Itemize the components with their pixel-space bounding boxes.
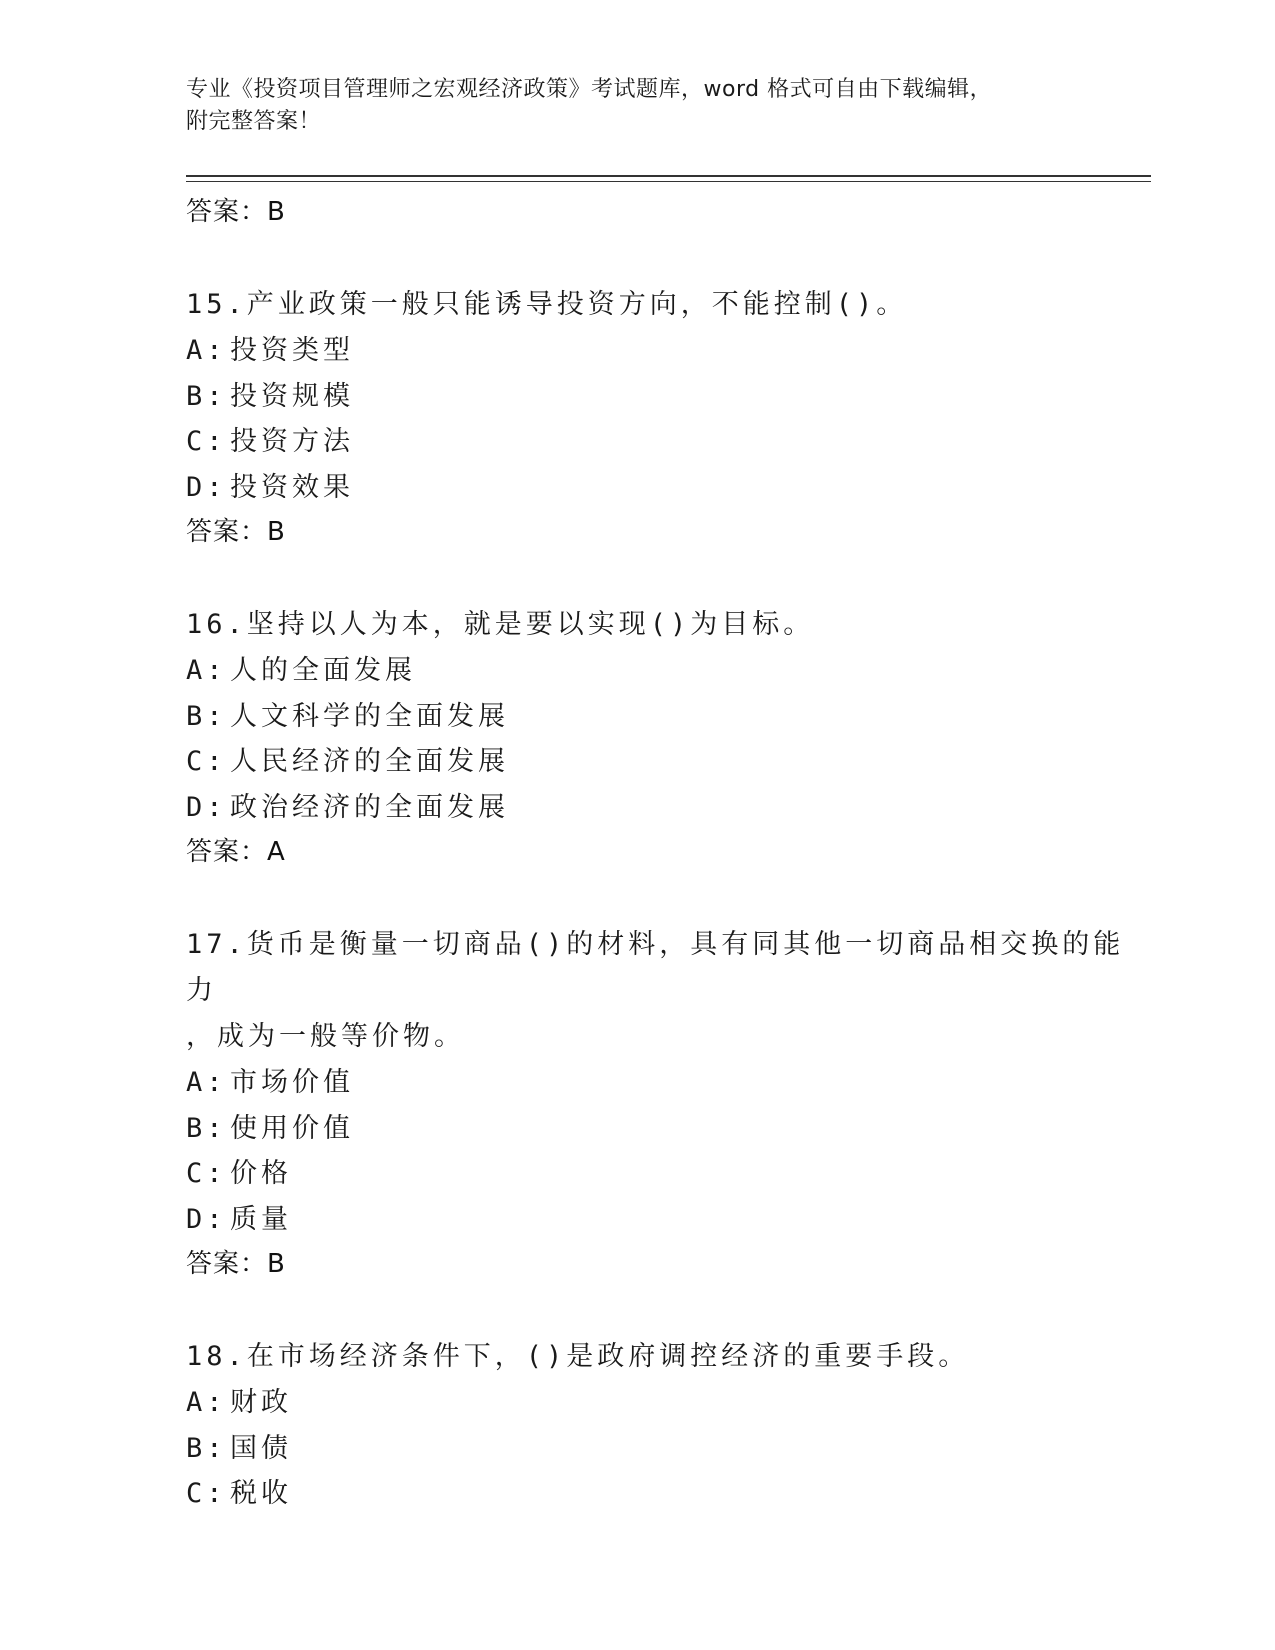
option-letter: C:	[186, 1158, 227, 1189]
option-row	[186, 419, 1151, 465]
question-block	[186, 282, 1151, 602]
option-letter: D:	[186, 471, 227, 503]
question-text: 15.产业政策一般只能诱导投资方向，不能控制()。	[186, 289, 908, 320]
questions-container	[186, 282, 1151, 1517]
option-text: 投资规模	[230, 380, 354, 412]
option-row	[186, 1060, 1151, 1106]
header-line-2: 附完整答案！	[186, 109, 322, 134]
question-text: 16.坚持以人为本，就是要以实现()为目标。	[186, 609, 815, 640]
option-text: 市场价值	[230, 1067, 354, 1098]
option-text: 投资方法	[230, 426, 354, 457]
spacer	[186, 554, 1151, 602]
option-letter: B:	[186, 1432, 227, 1464]
answer-line: 答案：B	[186, 1249, 286, 1279]
option-text: 政治经济的全面发展	[230, 791, 509, 823]
option-text: 使用价值	[230, 1112, 354, 1144]
spacer	[186, 234, 1151, 282]
option-row	[186, 465, 1151, 511]
option-row	[186, 739, 1151, 785]
option-row	[186, 694, 1151, 740]
option-row	[186, 1426, 1151, 1472]
question-block	[186, 602, 1151, 922]
answer-line: 答案：A	[186, 837, 286, 867]
option-row	[186, 648, 1151, 694]
question-text-continuation: ，成为一般等价物。	[186, 1021, 465, 1052]
option-text: 国债	[230, 1432, 292, 1464]
option-row	[186, 1151, 1151, 1197]
question-list	[186, 190, 1151, 1517]
question-block	[186, 1334, 1151, 1517]
option-text: 投资类型	[230, 335, 354, 366]
option-text: 价格	[230, 1158, 292, 1189]
option-letter: B:	[186, 380, 227, 412]
option-letter: C:	[186, 1478, 227, 1509]
header-divider-thin	[186, 181, 1151, 182]
option-letter: A:	[186, 335, 227, 366]
option-row	[186, 785, 1151, 831]
option-text: 税收	[230, 1478, 292, 1509]
option-text: 人民经济的全面发展	[230, 746, 509, 777]
question-text: 18.在市场经济条件下，()是政府调控经济的重要手段。	[186, 1341, 970, 1372]
spacer	[186, 874, 1151, 922]
option-row	[186, 374, 1151, 420]
option-row	[186, 1197, 1151, 1243]
option-letter: B:	[186, 700, 227, 732]
header-line-1: 专业《投资项目管理师之宏观经济政策》考试题库，word 格式可自由下载编辑，	[186, 77, 993, 102]
answer-line: 答案：B	[186, 517, 286, 547]
answer-line: 答案：B	[186, 197, 286, 227]
question-block	[186, 922, 1151, 1334]
option-text: 投资效果	[230, 471, 354, 503]
option-letter: C:	[186, 426, 227, 457]
document-header	[186, 74, 1066, 138]
spacer	[186, 1286, 1151, 1334]
option-letter: D:	[186, 1203, 227, 1235]
option-letter: B:	[186, 1112, 227, 1144]
option-text: 质量	[230, 1203, 292, 1235]
option-row	[186, 1106, 1151, 1152]
option-letter: A:	[186, 1067, 227, 1098]
question-text: 17.货币是衡量一切商品()的材料，具有同其他一切商品相交换的能力	[186, 929, 1125, 1006]
option-text: 人的全面发展	[230, 655, 416, 686]
option-row	[186, 1380, 1151, 1426]
option-row	[186, 328, 1151, 374]
option-row	[186, 1471, 1151, 1517]
header-divider-thick	[186, 175, 1151, 177]
option-text: 人文科学的全面发展	[230, 700, 509, 732]
option-letter: A:	[186, 1387, 227, 1418]
option-letter: D:	[186, 791, 227, 823]
option-text: 财政	[230, 1387, 292, 1418]
option-letter: A:	[186, 655, 227, 686]
option-letter: C:	[186, 746, 227, 777]
